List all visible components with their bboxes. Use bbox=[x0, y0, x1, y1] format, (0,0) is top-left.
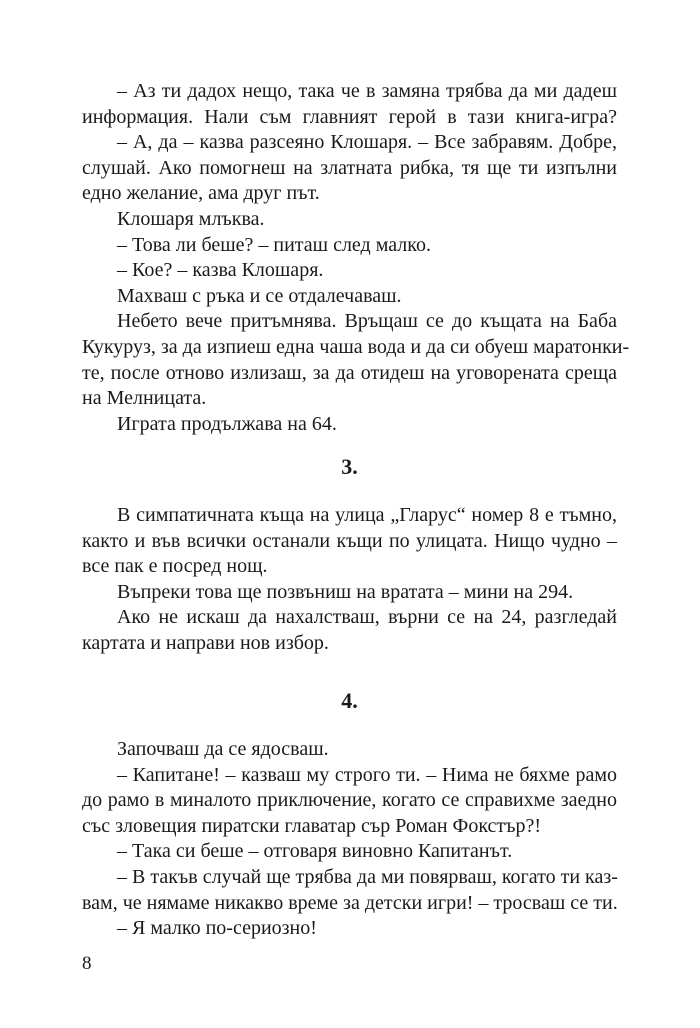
text-line: – Я малко по-сериозно! bbox=[117, 917, 317, 940]
section-heading-3: 3. bbox=[341, 454, 358, 479]
text-line: на Мелницата. bbox=[82, 387, 207, 410]
text-line: Кукуруз, за да изпиеш една чаша вода и да си обуеш маратонки- bbox=[82, 335, 630, 358]
text-line: със зловещия пиратски главатар сър Роман Фокстър?! bbox=[82, 814, 542, 837]
text-line: – Капитане! – казваш му строго ти. – Нима не бяхме рамо bbox=[117, 763, 617, 786]
text-line: все пак е посред нощ. bbox=[82, 555, 268, 578]
text-line: – Така си беше – отговаря виновно Капитанът. bbox=[117, 840, 513, 863]
text-line: Небето вече притъмнява. Връщаш се до къщата на Баба bbox=[117, 310, 617, 333]
section-4-body bbox=[82, 737, 617, 942]
text-line: – А, да – казва разсеяно Клошаря. – Все забравям. Добре, bbox=[117, 131, 617, 154]
text-line: – Кое? – казва Клошаря. bbox=[117, 259, 324, 282]
text-line: Играта продължава на 64. bbox=[117, 412, 337, 435]
text-line: информация. Нали съм главният герой в тази книга-игра? bbox=[82, 105, 617, 128]
text-line: – Аз ти дадох нещо, така че в замяна трябва да ми дадеш bbox=[117, 80, 617, 102]
text-line: както и във всички останали къщи по улицата. Нищо чудно – bbox=[82, 529, 617, 552]
section-heading-4: 4. bbox=[341, 688, 358, 713]
text-line: Клошаря млъква. bbox=[117, 207, 265, 230]
text-line: – Това ли беше? – питаш след малко. bbox=[117, 233, 431, 256]
section-2-continuation bbox=[82, 79, 630, 437]
text-line: – В такъв случай ще трябва да ми повярваш, когато ти каз- bbox=[117, 865, 618, 888]
text-line: Ако не искаш да нахалстваш, върни се на 24, разгледай bbox=[117, 606, 617, 629]
section-3-body bbox=[82, 503, 617, 657]
text-line: вам, че нямаме никакво време за детски игри! – тросваш се ти. bbox=[82, 891, 618, 914]
text-line: Въпреки това ще позвъниш на вратата – мини на 294. bbox=[117, 580, 574, 603]
page-number: 8 bbox=[82, 953, 92, 974]
text-line: едно желание, ама друг път. bbox=[82, 182, 320, 205]
text-line: слушай. Ако помогнеш на златната рибка, тя ще ти изпълни bbox=[82, 156, 617, 179]
text-line: Махваш с ръка и се отдалечаваш. bbox=[117, 284, 402, 307]
text-line: Започваш да се ядосваш. bbox=[117, 738, 329, 760]
text-line: те, после отново излизаш, за да отидеш на уговорената среща bbox=[82, 361, 617, 384]
text-line: до рамо в миналото приключение, когато се справихме заедно bbox=[82, 789, 617, 812]
text-line: В симпатичната къща на улица „Гларус“ номер 8 е тъмно, bbox=[117, 504, 617, 526]
text-line: картата и направи нов избор. bbox=[82, 631, 329, 654]
